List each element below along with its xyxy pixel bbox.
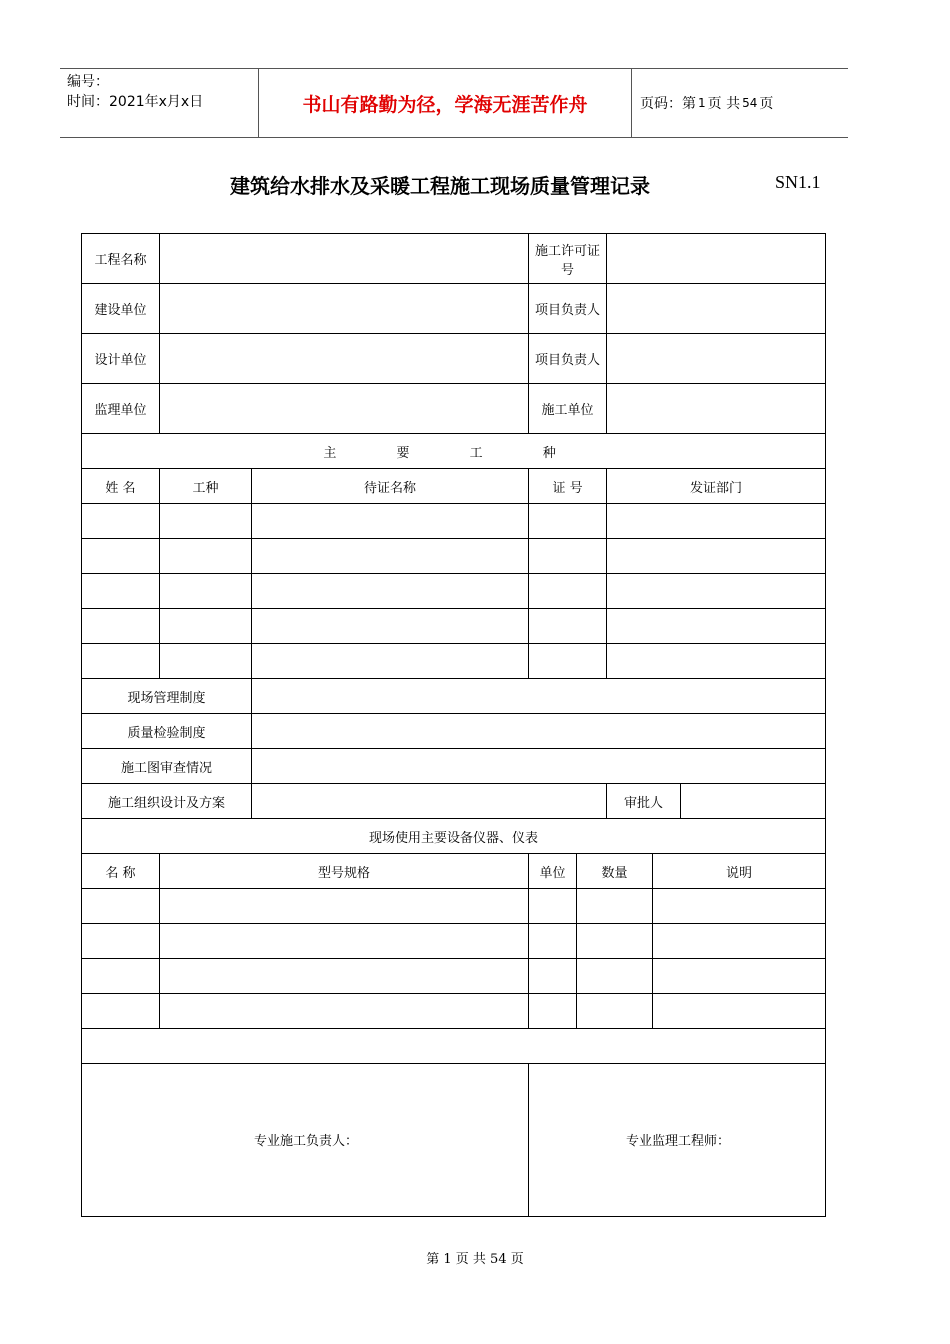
equipment-heading: 现场使用主要设备仪器、仪表 xyxy=(82,819,826,854)
header-meta xyxy=(67,72,203,112)
col-trade-header: 工种 xyxy=(160,469,252,504)
table-row-cell[interactable] xyxy=(82,539,160,574)
quality-record-form xyxy=(81,233,826,1217)
table-row-cell[interactable] xyxy=(252,539,529,574)
table-row-cell[interactable] xyxy=(82,994,160,1029)
header-divider xyxy=(258,69,259,137)
table-row-cell[interactable] xyxy=(529,644,607,679)
project-leader-label: 项目负责人 xyxy=(529,334,607,384)
eq-desc-header: 说明 xyxy=(653,854,826,889)
header-divider xyxy=(631,69,632,137)
construction-signature-label: 专业施工负责人： xyxy=(254,1133,359,1149)
page-indicator xyxy=(640,69,773,137)
table-row-cell[interactable] xyxy=(82,504,160,539)
project-leader-value[interactable] xyxy=(607,284,826,334)
permit-no-label: 施工许可证号 xyxy=(529,234,607,284)
table-row-cell[interactable] xyxy=(577,994,653,1029)
supervision-signature-label: 专业监理工程师： xyxy=(626,1133,731,1149)
table-row-cell[interactable] xyxy=(529,994,577,1029)
project-leader-label: 项目负责人 xyxy=(529,284,607,334)
table-row-cell[interactable] xyxy=(82,924,160,959)
table-row-cell[interactable] xyxy=(577,959,653,994)
page-mid: 页 共 xyxy=(707,96,741,112)
table-row-cell[interactable] xyxy=(607,539,826,574)
table-row-cell[interactable] xyxy=(160,889,529,924)
motto: 书山有路勤为径，学海无涯苦作舟 xyxy=(302,93,588,116)
approver-value[interactable] xyxy=(681,784,826,819)
build-unit-label: 建设单位 xyxy=(82,284,160,334)
supervision-signature-cell[interactable] xyxy=(529,1064,826,1217)
table-row-cell[interactable] xyxy=(82,959,160,994)
col-name-header: 姓 名 xyxy=(82,469,160,504)
time-label: 时间：2021年x月x日 xyxy=(67,94,204,110)
table-row-cell[interactable] xyxy=(529,924,577,959)
org-design-label: 施工组织设计及方案 xyxy=(82,784,252,819)
table-row-cell[interactable] xyxy=(529,959,577,994)
design-unit-value[interactable] xyxy=(160,334,529,384)
site-mgmt-label: 现场管理制度 xyxy=(82,679,252,714)
table-row-cell[interactable] xyxy=(160,574,252,609)
drawing-review-label: 施工图审查情况 xyxy=(82,749,252,784)
table-row-cell[interactable] xyxy=(607,644,826,679)
page-label: 页码：第 xyxy=(640,96,696,112)
table-row-cell[interactable] xyxy=(529,574,607,609)
table-row-cell[interactable] xyxy=(653,924,826,959)
table-row-cell[interactable] xyxy=(252,644,529,679)
supervision-unit-value[interactable] xyxy=(160,384,529,434)
table-row-cell[interactable] xyxy=(529,889,577,924)
table-row-cell[interactable] xyxy=(529,504,607,539)
table-row-cell[interactable] xyxy=(607,609,826,644)
table-row-cell[interactable] xyxy=(529,609,607,644)
table-row-cell[interactable] xyxy=(160,609,252,644)
page-footer: 第 1 页 共 54 页 xyxy=(426,1252,524,1267)
table-row-cell[interactable] xyxy=(160,959,529,994)
project-leader-value[interactable] xyxy=(607,334,826,384)
page-end: 页 xyxy=(759,96,774,112)
permit-no-value[interactable] xyxy=(607,234,826,284)
quality-check-label: 质量检验制度 xyxy=(82,714,252,749)
col-issuer-header: 发证部门 xyxy=(607,469,826,504)
eq-qty-header: 数量 xyxy=(577,854,653,889)
project-name-label: 工程名称 xyxy=(82,234,160,284)
page-total: 54 xyxy=(742,96,758,110)
eq-model-header: 型号规格 xyxy=(160,854,529,889)
table-row-cell[interactable] xyxy=(82,574,160,609)
table-row-cell[interactable] xyxy=(577,924,653,959)
construction-unit-value[interactable] xyxy=(607,384,826,434)
table-row-cell[interactable] xyxy=(653,994,826,1029)
blank-row[interactable] xyxy=(82,1029,826,1064)
eq-name-header: 名 称 xyxy=(82,854,160,889)
construction-unit-label: 施工单位 xyxy=(529,384,607,434)
design-unit-label: 设计单位 xyxy=(82,334,160,384)
table-row-cell[interactable] xyxy=(160,924,529,959)
table-row-cell[interactable] xyxy=(653,959,826,994)
supervision-unit-label: 监理单位 xyxy=(82,384,160,434)
table-row-cell[interactable] xyxy=(653,889,826,924)
eq-unit-header: 单位 xyxy=(529,854,577,889)
approver-label: 审批人 xyxy=(607,784,681,819)
build-unit-value[interactable] xyxy=(160,284,529,334)
header-box xyxy=(60,68,848,138)
number-label: 编号： xyxy=(67,74,109,90)
table-row-cell[interactable] xyxy=(252,504,529,539)
table-row-cell[interactable] xyxy=(160,644,252,679)
site-mgmt-value[interactable] xyxy=(252,679,826,714)
col-cert-name-header: 待证名称 xyxy=(252,469,529,504)
table-row-cell[interactable] xyxy=(82,644,160,679)
table-row-cell[interactable] xyxy=(607,504,826,539)
table-row-cell[interactable] xyxy=(160,994,529,1029)
table-row-cell[interactable] xyxy=(160,539,252,574)
project-name-value[interactable] xyxy=(160,234,529,284)
org-design-value[interactable] xyxy=(252,784,607,819)
table-row-cell[interactable] xyxy=(82,609,160,644)
table-row-cell[interactable] xyxy=(252,574,529,609)
main-trades-heading xyxy=(82,434,826,469)
document-code: SN1.1 xyxy=(775,172,821,192)
drawing-review-value[interactable] xyxy=(252,749,826,784)
main-trades-text: 主 要 工 种 xyxy=(323,445,584,461)
table-row-cell[interactable] xyxy=(82,889,160,924)
document-title: 建筑给水排水及采暖工程施工现场质量管理记录 xyxy=(230,174,650,198)
table-row-cell[interactable] xyxy=(529,539,607,574)
table-row-cell[interactable] xyxy=(607,574,826,609)
table-row-cell[interactable] xyxy=(252,609,529,644)
quality-check-value[interactable] xyxy=(252,714,826,749)
table-row-cell[interactable] xyxy=(160,504,252,539)
page-current: 1 xyxy=(698,96,706,110)
table-row-cell[interactable] xyxy=(577,889,653,924)
construction-signature-cell[interactable] xyxy=(82,1064,529,1217)
col-cert-no-header: 证 号 xyxy=(529,469,607,504)
